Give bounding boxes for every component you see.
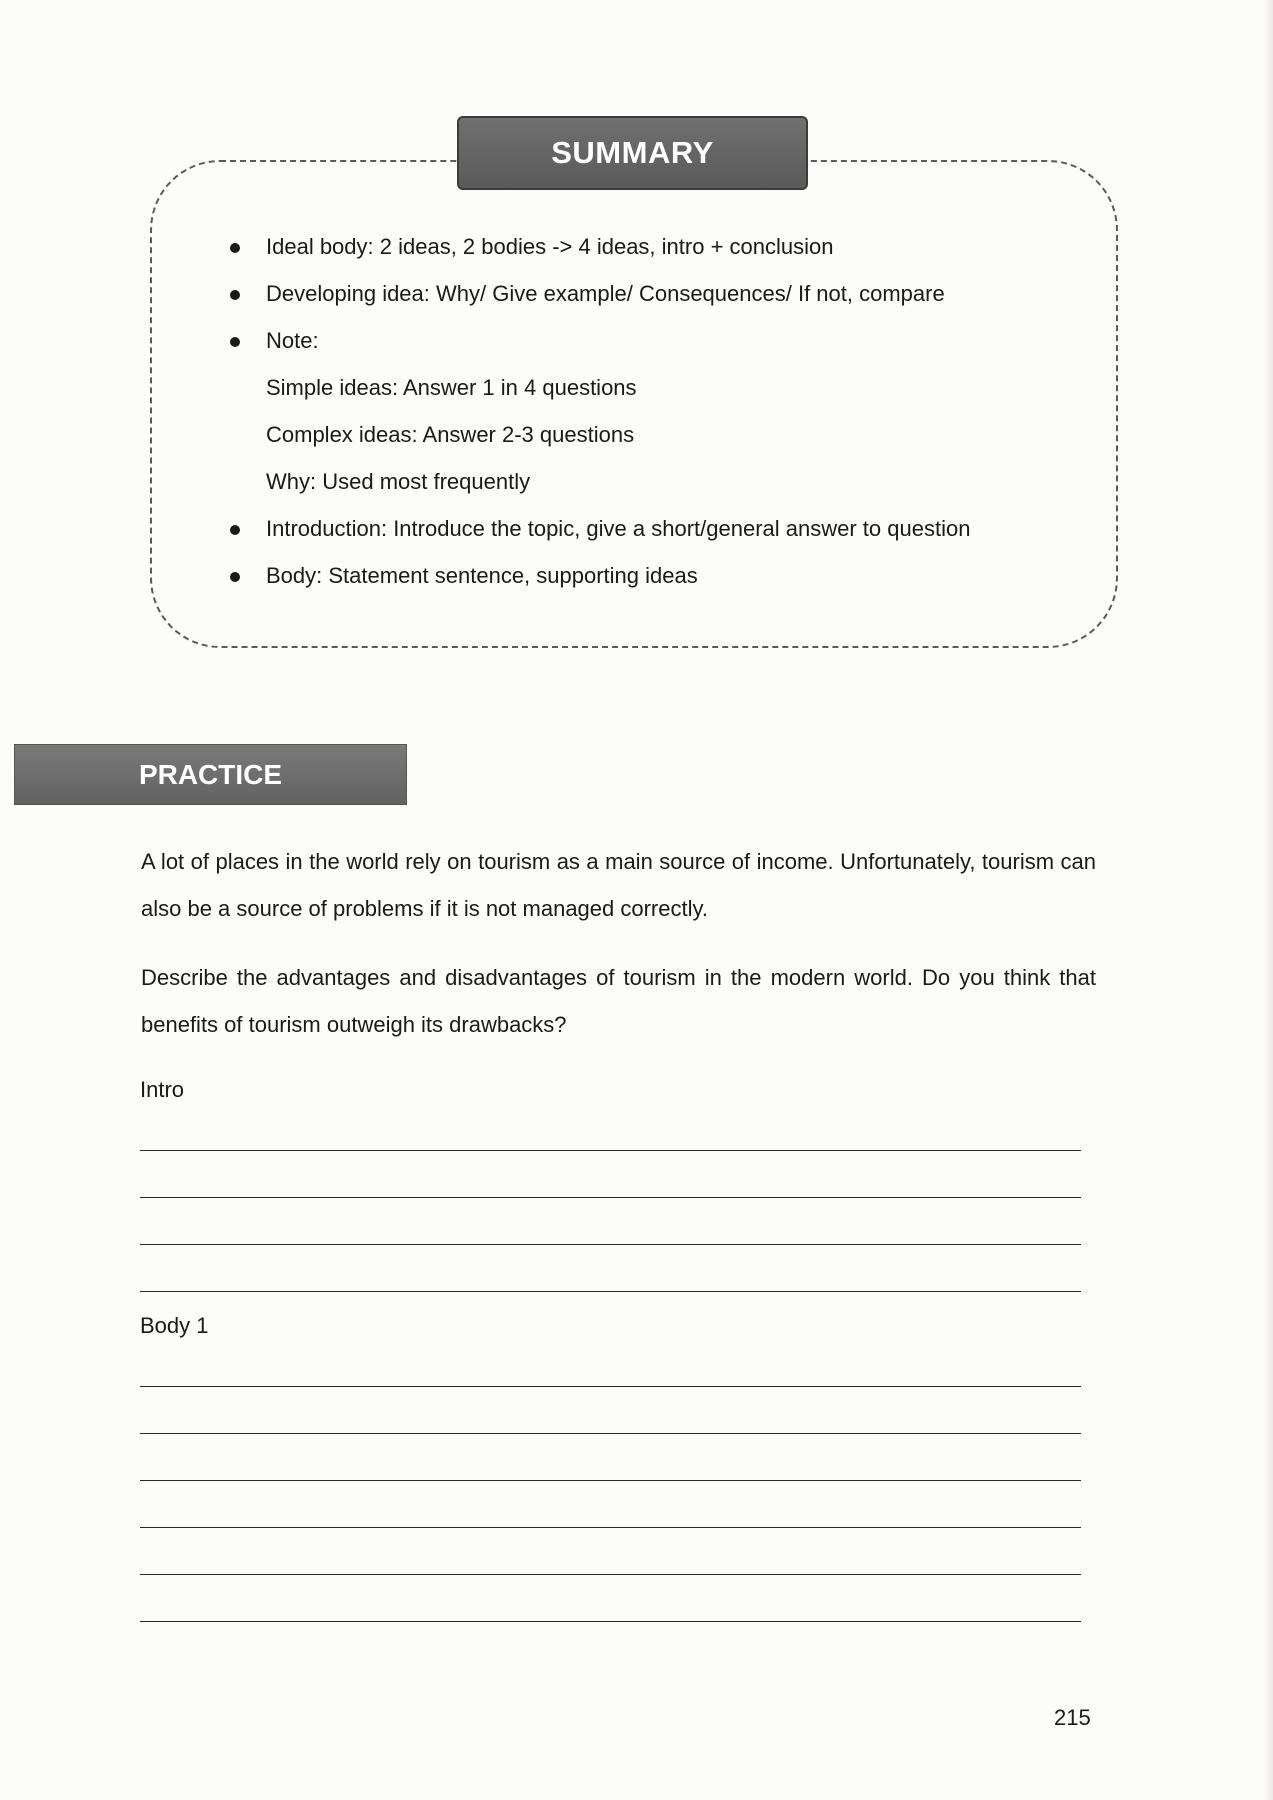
summary-subitem-complex-ideas: Complex ideas: Answer 2-3 questions	[266, 422, 635, 447]
intro-writing-line[interactable]	[140, 1244, 1081, 1245]
body1-writing-line[interactable]	[140, 1480, 1081, 1481]
body1-writing-line[interactable]	[140, 1574, 1081, 1575]
intro-writing-line[interactable]	[140, 1150, 1081, 1151]
summary-item-introduction: Introduction: Introduce the topic, give a short/general answer to question	[228, 505, 1088, 552]
body1-writing-line[interactable]	[140, 1433, 1081, 1434]
intro-label: Intro	[140, 1077, 185, 1102]
summary-item-developing-idea: Developing idea: Why/ Give example/ Consequences/ If not, compare	[228, 270, 1088, 317]
body1-writing-line[interactable]	[140, 1386, 1081, 1387]
summary-item-note: Note:	[228, 317, 1088, 364]
body1-writing-line[interactable]	[140, 1621, 1081, 1622]
intro-writing-line[interactable]	[140, 1291, 1081, 1292]
intro-writing-line[interactable]	[140, 1197, 1081, 1198]
summary-subitem-why: Why: Used most frequently	[266, 469, 531, 494]
summary-subitem-simple-ideas: Simple ideas: Answer 1 in 4 questions	[266, 375, 637, 400]
summary-list	[228, 223, 1088, 599]
page-edge	[1263, 0, 1273, 1800]
summary-title: SUMMARY	[457, 116, 808, 190]
page-number: 215	[1054, 1705, 1091, 1730]
practice-prompt-context: A lot of places in the world rely on tourism as a main source of income. Unfortunately, tourism can also be a source of problems if it is not managed correctly.	[141, 849, 1096, 921]
summary-item-body: Body: Statement sentence, supporting ideas	[228, 552, 1088, 599]
practice-prompt-question: Describe the advantages and disadvantages of tourism in the modern world. Do you think that benefits of tourism outweigh its drawbacks?	[141, 965, 1096, 1037]
practice-title: PRACTICE	[14, 744, 407, 805]
body1-label: Body 1	[140, 1313, 209, 1338]
body1-writing-line[interactable]	[140, 1527, 1081, 1528]
summary-item-ideal-body: Ideal body: 2 ideas, 2 bodies -> 4 ideas, intro + conclusion	[228, 223, 1088, 270]
